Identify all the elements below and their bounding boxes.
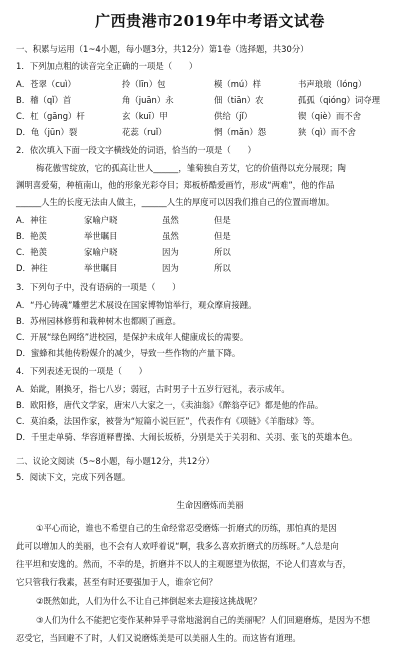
article-para-2: ②既然如此，人们为什么不让自己摔倒起来去迎接这挑战呢？ — [36, 596, 262, 606]
q2-b-col4: 但是 — [214, 231, 231, 241]
q3-option-c: C．开展“绿色网络”进校园，是保护未成年人健康成长的需要。 — [16, 332, 249, 342]
q1-b-col2: 角（juān）永 — [122, 95, 174, 105]
q1-c-col3: 供给（jǐ） — [214, 111, 253, 121]
article-para-3-line-2: 忍受它，当回避不了时，人们又说磨炼美是可以美丽人生的。而这皆有道理。 — [16, 633, 301, 643]
exam-title: 广西贵港市2019年中考语文试卷 — [95, 12, 325, 30]
article-para-1-line-3: 往平坦和安逸的。然而，不幸的是，折磨并不以人的主观愿望为依据，不论人们喜欢与否， — [16, 559, 351, 569]
q5-stem: 5．阅读下文，完成下列各题。 — [16, 472, 131, 482]
q1-a-col4: 书声琅琅（lóng） — [298, 79, 367, 89]
q3-option-a: A．“丹心铸魂”雕塑艺术展设在国家博物馆举行，观众摩肩接踵。 — [16, 300, 257, 310]
q2-b-col1: B．艳羡 — [16, 231, 47, 241]
q2-para-line-1: 梅花傲雪绽放，它的孤高让世人______，雏菊独自芳艾，它的价值得以充分展现；陶 — [36, 163, 346, 173]
q1-d-col1: D．龟（jūn）裂 — [16, 127, 78, 137]
q1-a-col1: A．苍翠（cuì） — [16, 79, 76, 89]
q1-c-col4: 锲（qiè）而不舍 — [298, 111, 362, 121]
q3-option-d: D．蜜蜂和其他传粉媒介的减少，导致一些作物的产量下降。 — [16, 348, 241, 358]
q2-c-col1: C．艳羡 — [16, 247, 47, 257]
q1-b-col4: 孤孤（qióng）词夺理 — [298, 95, 381, 105]
q1-d-col2: 花蕊（ruǐ） — [122, 127, 167, 137]
q2-b-col2: 举世瞩目 — [84, 231, 118, 241]
q1-d-col3: 惘（mǎn）怨 — [214, 127, 267, 137]
article-para-3-line-1: ③人们为什么不能把它变作某种异乎寻常地滋润自己的美丽呢？人们回避磨炼，是因为不想 — [36, 615, 371, 625]
q2-para-line-3: ______人生的长度无法由人做主，______人生的厚度可以因我们推自己的位置而增加。 — [16, 197, 335, 207]
q2-d-col1: D．神往 — [16, 263, 48, 273]
article-title: 生命因磨炼而美丽 — [176, 500, 244, 510]
q1-c-col1: C．杠（gāng）杆 — [16, 111, 85, 121]
q1-d-col4: 狭（qì）而不舍 — [298, 127, 356, 137]
q2-d-col3: 因为 — [162, 263, 179, 273]
q4-option-c: C．莫泊桑，法国作家，被誉为“短篇小说巨匠”，代表作有《项链》《羊脂球》等。 — [16, 416, 320, 426]
q2-stem: 2．依次填入下面一段文字横线处的词语，恰当的一项是（ ） — [16, 145, 256, 155]
q2-d-col2: 举世瞩目 — [84, 263, 118, 273]
q2-c-col3: 因为 — [162, 247, 179, 257]
q2-a-col1: A．神往 — [16, 215, 47, 225]
q2-c-col2: 家喻户晓 — [84, 247, 118, 257]
article-para-1-line-1: ①平心而论，谁也不希望自己的生命经常忍受磨炼一折磨式的历练，那怕真的是因 — [36, 523, 337, 533]
q4-option-d: D．千里走单骑、华容道释曹操、大闹长坂桥，分别是关于关羽和、关羽、张飞的英雄本色。 — [16, 432, 358, 442]
q1-stem: 1．下列加点粗的读音完全正确的一项是（ ） — [16, 61, 198, 71]
q1-a-col2: 拎（līn）包 — [122, 79, 166, 89]
q3-option-b: B．苏州园林修剪和栽种树木也都顾了画意。 — [16, 316, 181, 326]
q1-a-col3: 模（mú）样 — [214, 79, 261, 89]
q2-c-col4: 所以 — [214, 247, 231, 257]
part2-header: 二、议论文阅读（5~8小题，每小题12分，共12分） — [16, 456, 215, 466]
q4-option-a: A．始龀，刚换牙，指七八岁；弱冠，古时男子十五岁行冠礼，表示成年。 — [16, 384, 290, 394]
q1-c-col2: 玄（kuī）甲 — [122, 111, 168, 121]
q3-stem: 3．下列句子中，没有语病的一项是（ ） — [16, 282, 181, 292]
q4-option-b: B．欧阳修，唐代文学家，唐宋八大家之一，《卖油翁》《醉翁亭记》都是他的作品。 — [16, 400, 324, 410]
q2-a-col3: 虽然 — [162, 215, 179, 225]
article-para-1-line-2: 此可以增加人的美丽，也不会有人欢呼着说“啊，我多么喜欢折磨式的历练呀。”人总是向 — [16, 541, 339, 551]
q4-stem: 4．下列表述无误的一项是（ ） — [16, 366, 147, 376]
q1-b-col3: 佃（tiān）农 — [214, 95, 264, 105]
q2-a-col2: 家喻户晓 — [84, 215, 118, 225]
article-para-1-line-4: 它只管我行我素，甚至有时还要强加于人，谁奈它何？ — [16, 577, 217, 587]
q2-para-line-2: 渊明喜爱菊，种植南山，他的形象光彩夺目；郑板桥酷爱画竹，形成“两难”，他的作品 — [16, 180, 335, 190]
q2-d-col4: 所以 — [214, 263, 231, 273]
q2-a-col4: 但是 — [214, 215, 231, 225]
q1-b-col1: B．稽（qǐ）首 — [16, 95, 72, 105]
part1-header: 一、积累与运用（1~4小题，每小题3分，共12分）第1卷（选择题，共30分） — [16, 44, 309, 54]
q2-b-col3: 虽然 — [162, 231, 179, 241]
